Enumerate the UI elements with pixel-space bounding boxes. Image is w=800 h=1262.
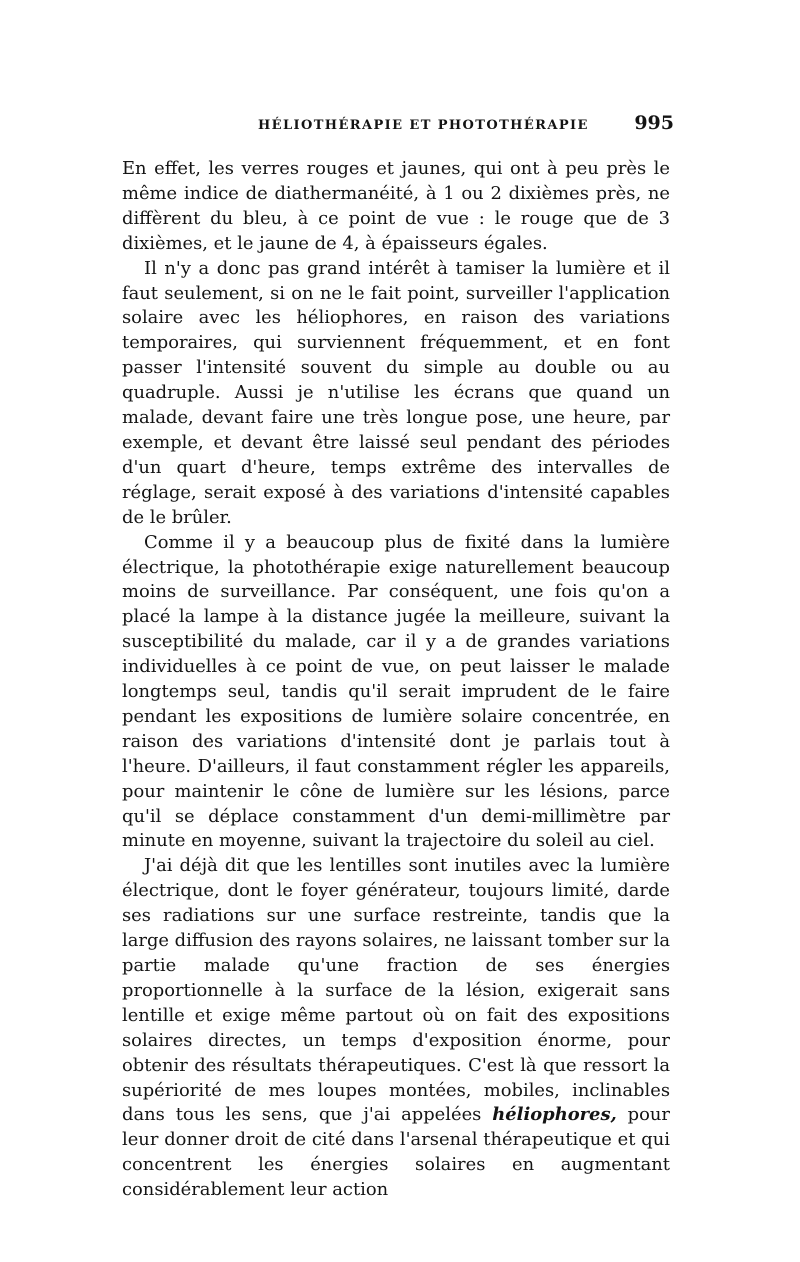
heliophores-term: héliophores, (492, 1104, 617, 1126)
paragraph-4-text-start: J'ai déjà dit que les lentilles sont inutiles avec la lumière électrique, dont le foyer générateur, toujours limité, darde ses radiations sur une surface restreinte, tandis que la large diffusion des rayons solaires, ne laissant tomber sur la partie malade qu'une fraction de ses énergies proportionnelle à la surface de la lésion, exigerait sans lentille et exige même partout où on fait des expositions solaires directes, un temps d'exposition énorme, pour obtenir des résultats thérapeutiques. C'est là que ressort la supériorité de mes loupes montées, mobiles, inclinables dans tous les sens, que j'ai appelées (122, 855, 670, 1126)
paragraph-1: En effet, les verres rouges et jaunes, qui ont à peu près le même indice de diathermanéité, à 1 ou 2 dixièmes près, ne diffèrent du bleu, à ce point de vue : le rouge que de 3 dixièmes, et le jaune de 4, à épaisseurs égales. (122, 158, 670, 254)
paragraph-3: Comme il y a beaucoup plus de fixité dans la lumière électrique, la photothérapie exige naturellement beaucoup moins de surveillance. Par conséquent, une fois qu'on a placé la lampe à la distance jugée la meilleure, suivant la susceptibilité du malade, car il y a de grandes variations individuelles à ce point de vue, on peut laisser le malade longtemps seul, tandis qu'il serait imprudent de le faire pendant les expositions de lumière solaire concentrée, en raison des variations d'intensité dont je parlais tout à l'heure. D'ailleurs, il faut constamment régler les appareils, pour maintenir le cône de lumière sur les lésions, parce qu'il se déplace constamment d'un demi-millimètre par minute en moyenne, suivant la trajectoire du soleil au ciel. (122, 531, 670, 852)
paragraph-4-text-end: pour leur donner droit de cité dans l'arsenal thérapeutique et qui concentrent les énergies solaires en augmentant considérablement leur action (122, 1104, 670, 1201)
running-title: HÉLIOTHÉRAPIE ET PHOTOTHÉRAPIE (258, 118, 589, 133)
book-page (122, 112, 674, 1203)
paragraph-4 (122, 854, 670, 1203)
running-head (122, 112, 674, 142)
body-text (122, 157, 670, 1203)
paragraph-2: Il n'y a donc pas grand intérêt à tamiser la lumière et il faut seulement, si on ne le fait point, surveiller l'application solaire avec les héliophores, en raison des variations temporaires, qui surviennent fréquemment, et en font passer l'intensité souvent du simple au double ou au quadruple. Aussi je n'utilise les écrans que quand un malade, devant faire une très longue pose, une heure, par exemple, et devant être laissé seul pendant des périodes d'un quart d'heure, temps extrême des intervalles de réglage, serait exposé à des variations d'intensité capables de le brûler. (122, 257, 670, 528)
page-number: 995 (634, 112, 674, 134)
